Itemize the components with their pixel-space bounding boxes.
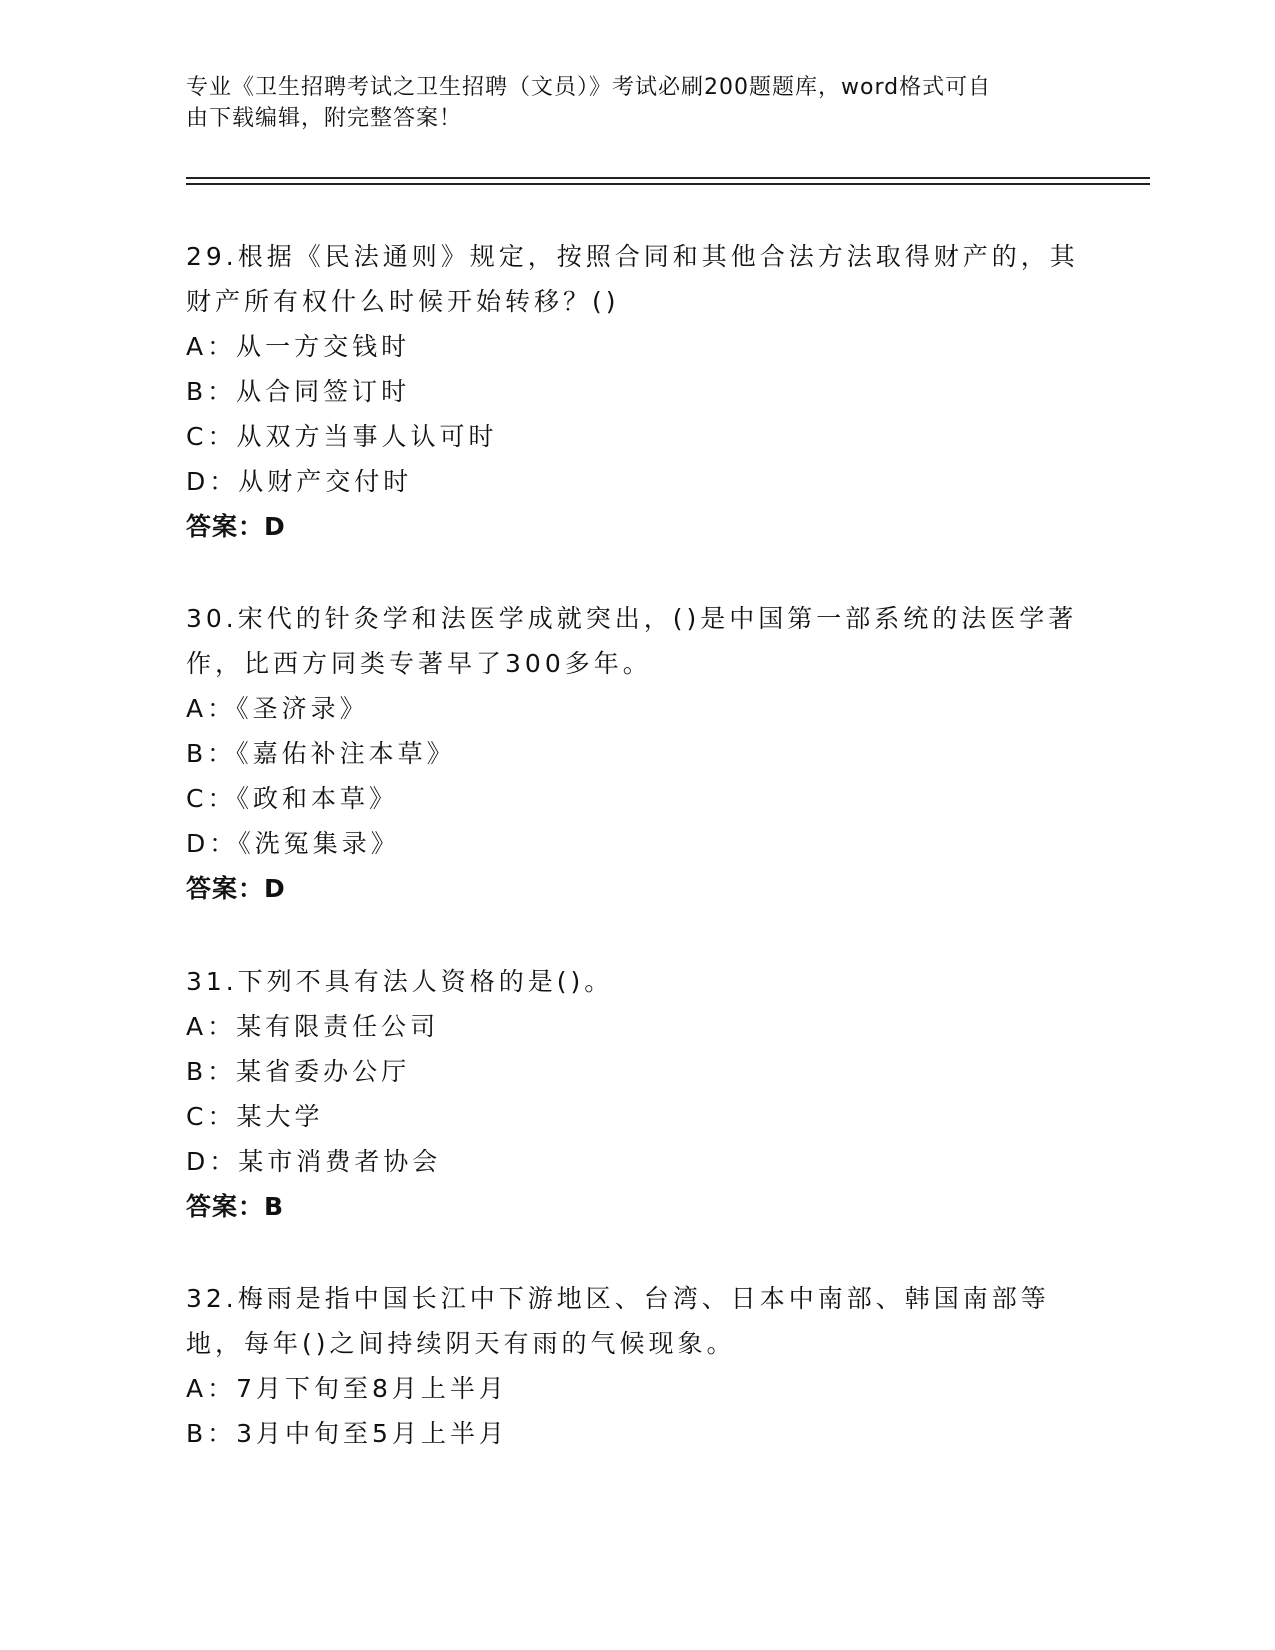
option-d: D：某市消费者协会	[186, 1147, 442, 1176]
document-header	[186, 72, 1066, 134]
option-a: A：某有限责任公司	[186, 1012, 440, 1041]
question-stem: 31.下列不具有法人资格的是()。	[186, 967, 614, 996]
question-stem: 30.宋代的针灸学和法医学成就突出，()是中国第一部系统的法医学著作，比西方同类专著早了300多年。	[186, 604, 1078, 678]
option-b: B：从合同签订时	[186, 377, 411, 406]
answer: 答案：B	[186, 1192, 285, 1221]
question-29	[186, 234, 1086, 549]
option-b: B：3月中旬至5月上半月	[186, 1419, 508, 1448]
option-d: D：从财产交付时	[186, 467, 413, 496]
option-d: D：《洗冤集录》	[186, 829, 400, 858]
option-c: C：从双方当事人认可时	[186, 422, 498, 451]
header-divider-top	[186, 177, 1150, 179]
option-a: A：从一方交钱时	[186, 332, 411, 361]
header-line-2: 由下载编辑，附完整答案！	[186, 106, 463, 131]
question-30	[186, 596, 1086, 911]
question-32	[186, 1276, 1086, 1456]
question-stem: 29.根据《民法通则》规定，按照合同和其他合法方法取得财产的，其财产所有权什么时候开始转移？()	[186, 242, 1079, 316]
option-b: B：《嘉佑补注本草》	[186, 739, 456, 768]
answer: 答案：D	[186, 874, 286, 903]
answer: 答案：D	[186, 512, 286, 541]
option-a: A：《圣济录》	[186, 694, 369, 723]
question-stem: 32.梅雨是指中国长江中下游地区、台湾、日本中南部、韩国南部等地，每年()之间持续阴天有雨的气候现象。	[186, 1284, 1050, 1358]
header-line-1: 专业《卫生招聘考试之卫生招聘（文员）》考试必刷200题题库，word格式可自	[186, 75, 992, 100]
question-31	[186, 959, 1086, 1229]
option-b: B：某省委办公厅	[186, 1057, 411, 1086]
option-a: A：7月下旬至8月上半月	[186, 1374, 508, 1403]
header-divider-bottom	[186, 183, 1150, 185]
option-c: C：某大学	[186, 1102, 324, 1131]
option-c: C：《政和本草》	[186, 784, 398, 813]
